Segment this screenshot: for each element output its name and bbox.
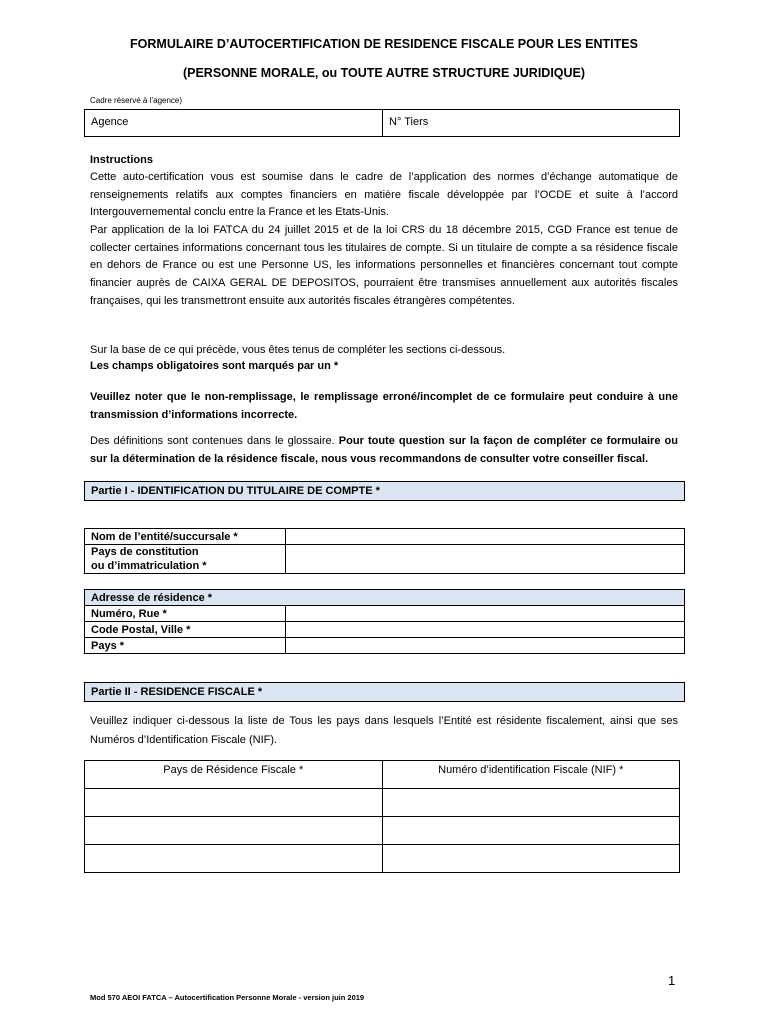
mandatory-note: Les champs obligatoires sont marqués par un * (90, 360, 339, 372)
agency-box (84, 109, 680, 137)
col-header-country: Pays de Résidence Fiscale * (85, 761, 383, 789)
country-label-line2: ou d’immatriculation * (91, 560, 207, 572)
pays-input[interactable] (286, 638, 685, 654)
instructions-paragraph-2: Par application de la loi FATCA du 24 juillet 2015 et de la loi CRS du 18 décembre 2015, CGD France est tenue de collecter certaines informations concernant tous les titulaires de compte. Si un titulaire de compte a sa résidence fiscale en dehors de France ou est une Personne US, les informations personnelles et financières concernant tout compte financier auprès de CAIXA GERAL DE DEPOSITOS, pourraient être transmises annuellement aux autorités fiscales françaises, qui les transmettront ensuite aux autorités fiscales étrangères compétentes. (90, 224, 678, 307)
pays-label: Pays * (85, 638, 286, 654)
postal-input[interactable] (286, 622, 685, 638)
country-cell[interactable] (85, 845, 383, 873)
table-row (85, 789, 680, 817)
postal-label: Code Postal, Ville * (85, 622, 286, 638)
agence-field[interactable] (85, 110, 383, 136)
entity-table (84, 528, 685, 574)
form-title-line1: FORMULAIRE D’AUTOCERTIFICATION DE RESIDENCE FISCALE POUR LES ENTITES (130, 37, 638, 51)
tax-residence-table (84, 760, 680, 873)
tiers-field[interactable] (383, 110, 679, 136)
country-cell[interactable] (85, 817, 383, 845)
advice-text: Pour toute question sur la façon de compléter ce formulaire ou sur la détermination de la résidence fiscale, nous vous recommandons de consulter votre conseiller fiscal. (90, 435, 678, 465)
instructions-heading: Instructions (90, 154, 153, 166)
entity-name-input[interactable] (286, 529, 685, 545)
country-label-line1: Pays de constitution (91, 546, 199, 558)
form-title-line2: (PERSONNE MORALE, ou TOUTE AUTRE STRUCTURE JURIDIQUE) (182, 66, 586, 80)
address-heading: Adresse de résidence * (85, 590, 685, 606)
instructions-paragraph-1: Cette auto-certification vous est soumise dans le cadre de l’application des normes d’échange automatique de renseignements relatifs aux comptes financiers en matière fiscale développée par l’OCDE et suite à l’accord Intergouvernemental conclu entre la France et les Etats-Unis. (90, 171, 678, 219)
instructions-paragraph-3: Sur la base de ce qui précède, vous êtes tenus de compléter les sections ci-dessous. (90, 344, 506, 356)
part1-header: Partie I - IDENTIFICATION DU TITULAIRE DE COMPTE * (84, 481, 685, 501)
tiers-label: N° Tiers (389, 116, 429, 128)
address-table (84, 589, 685, 654)
col-header-nif: Numéro d’identification Fiscale (NIF) * (382, 761, 680, 789)
nif-cell[interactable] (382, 789, 680, 817)
page-number: 1 (668, 973, 676, 988)
glossary-text: Des définitions sont contenues dans le glossaire. (90, 435, 339, 447)
footer-note: Mod 570 AEOI FATCA – Autocertification Personne Morale - version juin 2019 (90, 993, 365, 1002)
country-cell[interactable] (85, 789, 383, 817)
nif-cell[interactable] (382, 817, 680, 845)
entity-name-label: Nom de l’entité/succursale * (85, 529, 286, 545)
country-input[interactable] (286, 545, 685, 574)
agency-caption: Cadre réservé à l’agence) (90, 96, 183, 105)
part2-intro: Veuillez indiquer ci-dessous la liste de Tous les pays dans lesquels l’Entité est résidente fiscalement, ainsi que ses Numéros d’Identification Fiscale (NIF). (90, 715, 678, 746)
street-label: Numéro, Rue * (85, 606, 286, 622)
glossary-paragraph (90, 433, 678, 468)
part2-header: Partie II - RESIDENCE FISCALE * (84, 682, 685, 702)
nif-cell[interactable] (382, 845, 680, 873)
street-input[interactable] (286, 606, 685, 622)
table-row (85, 845, 680, 873)
agence-label: Agence (91, 116, 129, 128)
country-label (85, 545, 286, 574)
warning-paragraph: Veuillez noter que le non-remplissage, le remplissage erroné/incomplet de ce formulaire peut conduire à une transmission d’informations incorrecte. (90, 391, 678, 421)
table-row (85, 817, 680, 845)
